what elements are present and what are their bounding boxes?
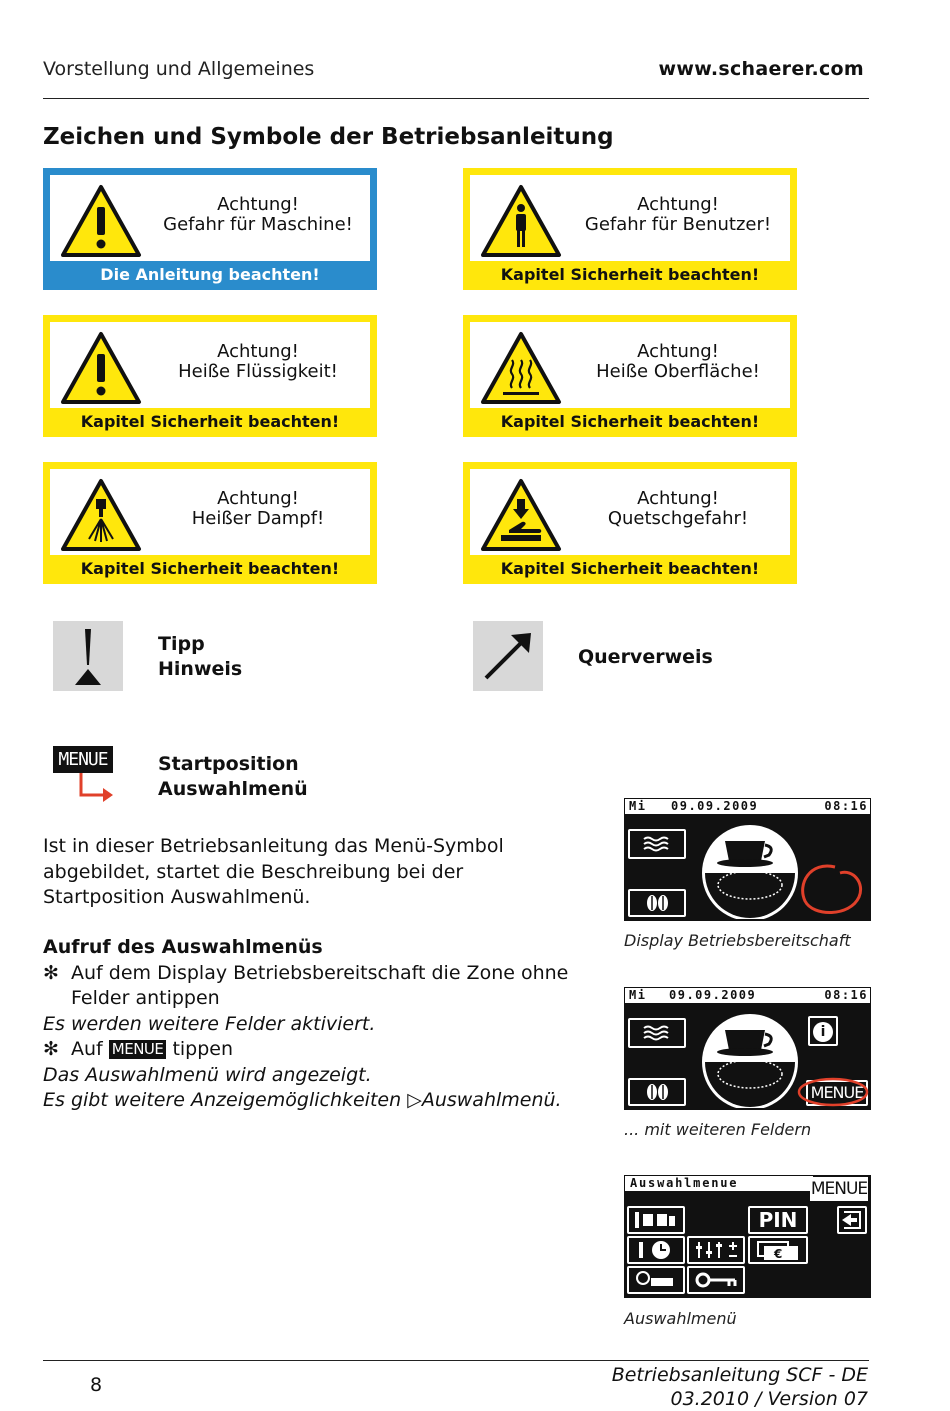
arrow-up-right-icon [473, 621, 543, 691]
warning-hot-liquid [43, 315, 377, 437]
display-caption: ... mit weiteren Feldern [624, 1120, 812, 1139]
coffee-beans-icon [630, 891, 684, 915]
header-website[interactable]: www.schaerer.com [658, 58, 864, 80]
warning-line1: Achtung! [217, 488, 299, 509]
steam-button[interactable] [628, 1018, 686, 1048]
display-date: 09.09.2009 [669, 988, 757, 1002]
warning-line2: Gefahr für Benutzer! [584, 214, 772, 235]
warning-footer: Kapitel Sicherheit beachten! [80, 559, 340, 578]
cleaning-button[interactable] [627, 1266, 685, 1294]
result3-text: Es gibt weitere Anzeigemöglichkeiten [43, 1089, 402, 1111]
warning-line1: Achtung! [637, 341, 719, 362]
display-status-bar [625, 988, 870, 1003]
menu-inline-button[interactable]: MENUE [109, 1040, 167, 1059]
beans-button[interactable] [628, 1078, 686, 1106]
warning-footer: Kapitel Sicherheit beachten! [500, 265, 760, 284]
settings-button[interactable] [687, 1236, 745, 1264]
tip-symbol [53, 621, 123, 691]
coffee-cup-icon[interactable] [695, 1012, 805, 1108]
tip-label [158, 632, 242, 682]
hot-surface-warning-icon [479, 330, 563, 406]
display-day: Mi [629, 799, 647, 813]
warning-line2: Gefahr für Maschine! [163, 214, 353, 235]
back-button[interactable] [837, 1206, 867, 1234]
cups-icon [629, 1208, 683, 1232]
display-caption: Display Betriebsbereitschaft [624, 931, 851, 950]
intro-paragraph [43, 834, 504, 911]
instructions-heading: Aufruf des Auswahlmenüs [43, 936, 323, 958]
display-more-fields-screen [624, 987, 871, 1110]
menu-symbol-label: MENUE [53, 746, 113, 773]
step2-post: tippen [172, 1038, 234, 1060]
display-caption: Auswahlmenü [624, 1309, 737, 1328]
warning-user [463, 168, 797, 290]
coffee-cup-icon[interactable] [695, 823, 805, 919]
key-button[interactable] [687, 1266, 745, 1294]
display-time: 08:16 [824, 988, 868, 1002]
result2-text: Das Auswahlmenü wird angezeigt. [43, 1063, 372, 1086]
info-button[interactable] [808, 1016, 838, 1046]
clock-icon [629, 1238, 683, 1262]
warning-line1: Achtung! [217, 341, 299, 362]
tip-label-line2: Hinweis [158, 658, 243, 680]
step1-text-cont: Felder antippen [71, 987, 220, 1009]
page-title: Zeichen und Symbole der Betriebsanleitung [43, 124, 614, 150]
tip-label-line1: Tipp [158, 633, 205, 655]
crossref-label: Querverweis [578, 646, 713, 668]
coffee-beans-icon [630, 1080, 684, 1104]
start-label-line2: Auswahlmenü [158, 778, 308, 800]
warning-crush [463, 462, 797, 584]
exclamation-warning-icon [59, 183, 143, 259]
intro-line: Ist in dieser Betriebsanleitung das Menü-Symbol [43, 835, 504, 857]
warning-machine [43, 168, 377, 290]
step2-pre: Auf [71, 1038, 103, 1060]
footer-version: 03.2010 / Version 07 [670, 1388, 868, 1410]
header-rule [43, 98, 869, 99]
instructions [43, 935, 568, 1114]
products-button[interactable] [627, 1206, 685, 1234]
bullet-icon: ✻ [43, 1038, 59, 1060]
warning-line2: Heiße Flüssigkeit! [178, 361, 338, 382]
warning-footer: Kapitel Sicherheit beachten! [500, 559, 760, 578]
person-warning-icon [479, 183, 563, 259]
menu-indicator: MENUE [810, 1179, 868, 1199]
crossref-link[interactable]: Auswahlmenü. [421, 1089, 562, 1111]
warning-line2: Heißer Dampf! [191, 508, 325, 529]
banknote-euro-icon [750, 1238, 806, 1262]
footer-rule [43, 1360, 869, 1361]
red-arrow-icon [75, 773, 115, 805]
warning-line2: Quetschgefahr! [607, 508, 749, 529]
highlight-circle-icon [797, 1072, 869, 1108]
display-day: Mi [629, 988, 647, 1002]
hot-steam-warning-icon [59, 477, 143, 553]
crush-hazard-warning-icon [479, 477, 563, 553]
cleaning-icon [629, 1268, 683, 1292]
start-label-line1: Startposition [158, 753, 299, 775]
info-icon: i [813, 1022, 833, 1042]
waves-icon [630, 831, 684, 857]
bullet-icon: ✻ [43, 961, 59, 984]
crossref-symbol [473, 621, 543, 691]
menu-start-symbol [53, 746, 123, 806]
sliders-icon [689, 1238, 743, 1262]
tip-icon [53, 621, 123, 691]
key-icon [689, 1268, 743, 1292]
intro-line: abgebildet, startet die Beschreibung bei der [43, 860, 464, 883]
warning-footer: Kapitel Sicherheit beachten! [80, 412, 340, 431]
intro-line: Startposition Auswahlmenü. [43, 886, 311, 908]
footer-doc-info [612, 1363, 868, 1411]
warning-hot-steam [43, 462, 377, 584]
page-number: 8 [90, 1374, 103, 1396]
menu-title: Auswahlmenue [625, 1176, 813, 1191]
start-label [158, 752, 308, 802]
pin-button[interactable]: PIN [748, 1206, 808, 1234]
warning-line2: Heiße Oberfläche! [596, 361, 760, 382]
display-date: 09.09.2009 [671, 799, 759, 813]
header-section-title: Vorstellung und Allgemeines [43, 58, 315, 80]
highlight-circle-icon [795, 859, 865, 919]
svg-text:€: € [774, 1247, 783, 1261]
warning-line1: Achtung! [217, 194, 299, 215]
result1-text: Es werden weitere Felder aktiviert. [43, 1012, 376, 1035]
warning-hot-surface [463, 315, 797, 437]
triangle-link-icon: ▷ [407, 1089, 422, 1111]
menu-button[interactable]: MENUE [806, 1080, 868, 1106]
display-ready-screen [624, 798, 871, 921]
warning-line1: Achtung! [637, 488, 719, 509]
warning-footer: Kapitel Sicherheit beachten! [500, 412, 760, 431]
step1-text: Auf dem Display Betriebsbereitschaft die Zone ohne [71, 961, 569, 984]
timer-button[interactable] [627, 1236, 685, 1264]
display-selection-menu-screen [624, 1175, 871, 1298]
display-status-bar [625, 799, 870, 814]
display-time: 08:16 [824, 799, 868, 813]
steam-button[interactable] [628, 829, 686, 859]
warning-footer: Die Anleitung beachten! [100, 265, 320, 284]
warning-line1: Achtung! [637, 194, 719, 215]
footer-doc-title: Betriebsanleitung SCF - DE [611, 1364, 868, 1386]
exclamation-warning-icon [59, 330, 143, 406]
money-button[interactable] [748, 1236, 808, 1264]
return-icon [839, 1208, 865, 1232]
waves-icon [630, 1020, 684, 1046]
beans-button[interactable] [628, 889, 686, 917]
